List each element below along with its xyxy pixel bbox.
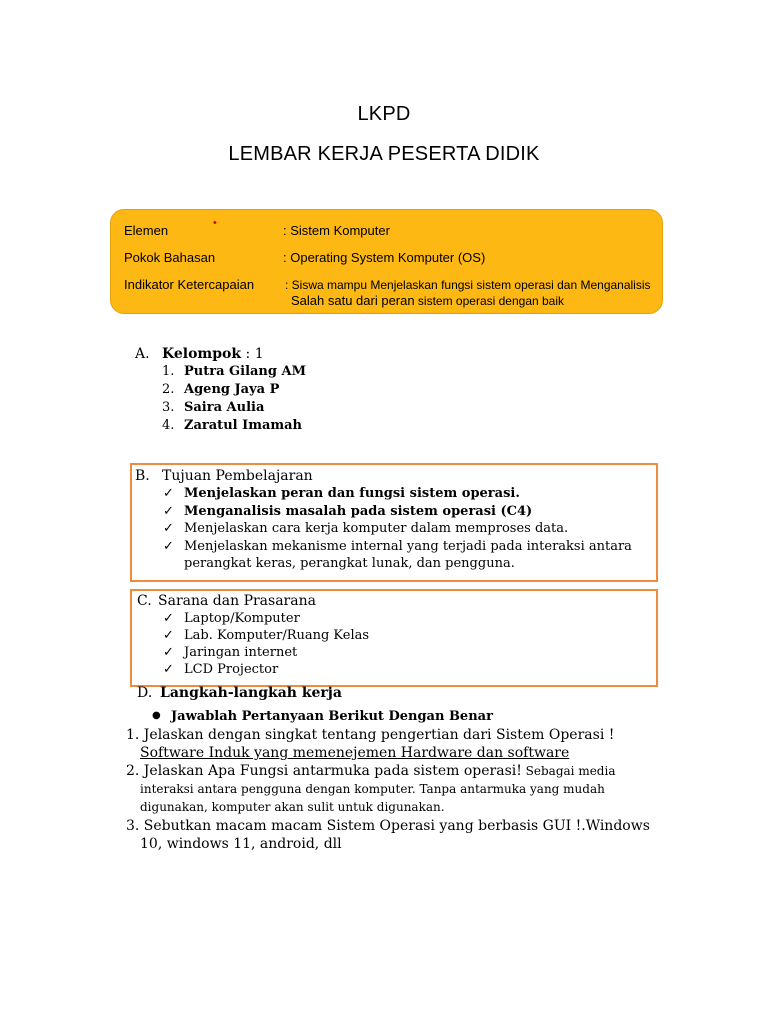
member-number: 4. — [162, 418, 175, 433]
check-icon: ✓ — [163, 521, 174, 536]
indikator-label: Indikator Ketercapaian — [124, 277, 255, 292]
indikator-line2-part2: sistem operasi dengan baik — [414, 294, 565, 308]
check-icon: ✓ — [163, 611, 174, 626]
facility-item: Laptop/Komputer — [184, 611, 300, 626]
question-2-text: 2. Jelaskan Apa Fungsi antarmuka pada sistem operasi! — [126, 763, 522, 779]
indikator-line2-part1: Salah satu dari peran — [291, 293, 415, 308]
elemen-value: : Sistem Komputer — [283, 223, 390, 238]
question-2 — [126, 763, 615, 779]
section-a-heading-line — [162, 346, 264, 362]
section-a-heading: Kelompok — [162, 346, 242, 362]
check-icon: ✓ — [163, 645, 174, 660]
answer-2-line3: digunakan, komputer akan sulit untuk digunakan. — [140, 800, 445, 814]
bullet-icon: ● — [152, 710, 161, 721]
answer-2-start: Sebagai media — [521, 764, 616, 778]
section-c-letter: C. — [137, 593, 152, 609]
indikator-value-line2 — [291, 293, 564, 308]
objective-item: Menjelaskan mekanisme internal yang terjadi pada interaksi antara — [184, 539, 632, 554]
member-name: Ageng Jaya P — [184, 382, 280, 397]
member-number: 2. — [162, 382, 175, 397]
group-number: : 1 — [241, 346, 264, 362]
info-box — [110, 209, 663, 314]
objective-item: Menjelaskan cara kerja komputer dalam memproses data. — [184, 521, 569, 536]
indikator-value-line1: : Siswa mampu Menjelaskan fungsi sistem operasi dan Menganalisis — [285, 278, 651, 292]
section-d-letter: D. — [137, 685, 153, 701]
check-icon: ✓ — [163, 539, 174, 554]
instruction-text: Jawablah Pertanyaan Berikut Dengan Benar — [171, 709, 493, 724]
elemen-label: Elemen — [124, 223, 169, 238]
member-number: 1. — [162, 364, 175, 379]
pokok-bahasan-label: Pokok Bahasan — [124, 250, 216, 265]
section-c-heading: Sarana dan Prasarana — [158, 593, 316, 609]
answer-1: Software Induk yang memenejemen Hardware dan software — [140, 745, 570, 761]
pokok-bahasan-value: : Operating System Komputer (OS) — [283, 250, 486, 265]
document-subtitle: LEMBAR KERJA PESERTA DIDIK — [228, 143, 540, 165]
question-3: 3. Sebutkan macam macam Sistem Operasi yang berbasis GUI !.Windows — [126, 818, 650, 834]
check-icon: ✓ — [163, 628, 174, 643]
objective-item: Menganalisis masalah pada sistem operasi (C4) — [184, 504, 533, 519]
check-icon: ✓ — [163, 486, 174, 501]
objective-item-continuation: perangkat keras, perangkat lunak, dan pengguna. — [184, 556, 515, 571]
question-3-continuation: 10, windows 11, android, dll — [140, 836, 342, 852]
section-b-heading: Tujuan Pembelajaran — [162, 468, 313, 484]
question-1: 1. Jelaskan dengan singkat tentang pengertian dari Sistem Operasi ! — [126, 727, 615, 743]
member-name: Saira Aulia — [184, 400, 265, 415]
member-name: Putra Gilang AM — [184, 364, 306, 379]
section-b-letter: B. — [135, 468, 150, 484]
objective-item: Menjelaskan peran dan fungsi sistem operasi. — [184, 486, 520, 501]
check-icon: ✓ — [163, 662, 174, 677]
section-d-heading: Langkah-langkah kerja — [160, 685, 342, 701]
check-icon: ✓ — [163, 504, 174, 519]
member-number: 3. — [162, 400, 175, 415]
facility-item: Jaringan internet — [184, 645, 298, 660]
answer-2-line2: interaksi antara pengguna dengan komputer. Tanpa antarmuka yang mudah — [140, 782, 605, 796]
member-name: Zaratul Imamah — [184, 418, 302, 433]
red-dot-marker: • — [213, 217, 217, 229]
facility-item: Lab. Komputer/Ruang Kelas — [184, 628, 370, 643]
document-title: LKPD — [357, 103, 411, 125]
section-a-letter: A. — [135, 346, 150, 362]
facility-item: LCD Projector — [184, 662, 279, 677]
